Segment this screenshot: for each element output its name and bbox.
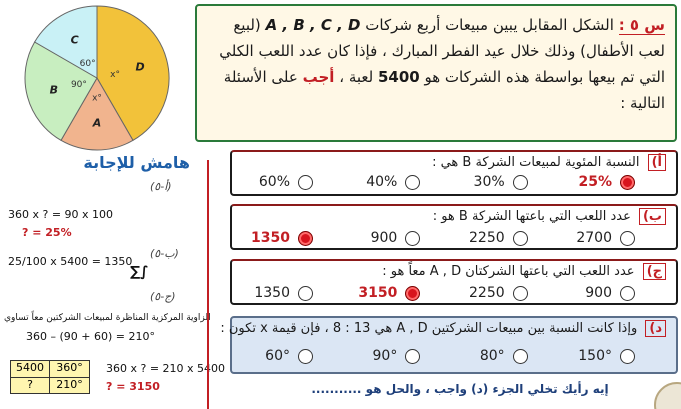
row-a-head: [432, 155, 666, 170]
answer-radio[interactable]: [513, 349, 528, 364]
pie-angle-label: 90°: [70, 79, 87, 90]
total-toys: 5400: [377, 68, 420, 86]
answer-option[interactable]: [461, 174, 551, 190]
row-d-options: [246, 348, 658, 364]
answer-radio[interactable]: [298, 175, 313, 190]
margin-label-c: (ج-٥): [150, 290, 176, 303]
question-text-d: على الأسئلة التالية :: [223, 68, 665, 112]
margin-c-line3: 360 x ? = 210 x 5400: [106, 362, 226, 375]
row-c-text: عدد اللعب التي باعتها الشركتان A , D معاً هو :: [382, 264, 635, 279]
row-b-head: [433, 209, 666, 224]
answer-option-label: 2250: [469, 285, 505, 301]
answer-word: أجب: [302, 68, 335, 86]
answer-option-label: 40%: [366, 174, 398, 190]
answer-option[interactable]: [568, 285, 658, 301]
row-d-head: [220, 321, 666, 336]
table-cell: ?: [11, 378, 50, 394]
margin-c-line2: 360 – (90 + 60) = 210°: [26, 330, 155, 343]
answer-radio[interactable]: [620, 349, 635, 364]
answer-radio[interactable]: [405, 175, 420, 190]
answer-radio[interactable]: [513, 175, 528, 190]
answer-option[interactable]: [568, 230, 658, 246]
pie-angle-label: 60°: [79, 58, 96, 69]
answer-option-label: 2700: [576, 230, 612, 246]
answer-option-label: 90°: [372, 348, 398, 364]
margin-label-b: (ب-٥): [150, 247, 179, 260]
answer-radio[interactable]: [620, 175, 635, 190]
pie-angle-label: x°: [92, 93, 102, 104]
answer-option-label: 30%: [473, 174, 505, 190]
margin-c-line4: ? = 3150: [106, 380, 160, 393]
margin-b-line1: 25/100 x 5400 = 1350: [8, 255, 133, 268]
answer-option-label: 60°: [265, 348, 290, 364]
answer-option[interactable]: [568, 348, 658, 364]
answer-option[interactable]: [461, 230, 551, 246]
ratio-table: [10, 360, 90, 394]
margin-divider: [207, 160, 209, 409]
answer-radio[interactable]: [513, 286, 528, 301]
answer-option-label: 60%: [258, 174, 290, 190]
company-names: A , B , C , D: [265, 16, 361, 34]
question-row-c: [230, 259, 678, 305]
answer-radio[interactable]: [298, 349, 313, 364]
row-a-tag: أ): [648, 154, 666, 171]
answer-option[interactable]: [353, 174, 443, 190]
answer-option[interactable]: [353, 348, 443, 364]
row-c-head: [382, 264, 666, 279]
answer-option[interactable]: [461, 348, 551, 364]
answer-option-label: 3150: [358, 285, 398, 301]
answer-option-label: 900: [585, 285, 612, 301]
answer-option[interactable]: [353, 285, 443, 301]
footer-note: إيه رأيك تخلي الجزء (د) واجب ، والحل هو ...........: [311, 382, 609, 396]
sum-sign: ∑∫: [130, 264, 149, 280]
question-number: س ٥ :: [618, 16, 665, 34]
row-c-options: [246, 285, 658, 301]
pie-angle-label: x°: [110, 70, 120, 81]
answer-option[interactable]: [246, 285, 336, 301]
margin-a-line2: ? = 25%: [22, 226, 72, 239]
question-text-a: الشكل المقابل يبين مبيعات أربع شركات: [365, 16, 614, 34]
answer-radio[interactable]: [405, 286, 420, 301]
pie-slice-label: D: [135, 60, 145, 74]
row-a-options: [246, 174, 658, 190]
margin-label-a: (أ-٥): [150, 180, 172, 193]
answer-radio[interactable]: [298, 231, 313, 246]
answer-option-label: 1350: [254, 285, 290, 301]
answer-option-label: 900: [370, 230, 398, 246]
answer-option[interactable]: [246, 348, 336, 364]
answer-option-label: 80°: [479, 348, 505, 364]
row-b-tag: ب): [639, 208, 666, 225]
answer-option-label: 25%: [578, 174, 612, 190]
answer-radio[interactable]: [513, 231, 528, 246]
table-cell: 210°: [56, 377, 83, 391]
table-cell: 5400: [11, 361, 50, 378]
question-row-d: [220, 316, 678, 374]
margin-c-line1: الزاوية المركزية المناظرة لمبيعات الشركتين معاً تساوي: [4, 313, 211, 323]
question-row-b: [230, 204, 678, 250]
row-d-text: وإذا كانت النسبة بين مبيعات الشركتين A , D هي 13 : 8 ، فإن قيمة x تكون :: [220, 321, 638, 336]
answer-radio[interactable]: [405, 349, 420, 364]
table-cell: 360°: [50, 361, 89, 378]
answer-option[interactable]: [461, 285, 551, 301]
question-text-b: (لبيع لعب الأطفال) وذلك خلال عيد الفطر المبارك ، فإذا كان عدد اللعب الكلي التي تم بيعها بواسطة هذه الشركات هو: [219, 16, 665, 86]
answer-radio[interactable]: [298, 286, 313, 301]
pie-chart: [12, 2, 182, 154]
answer-radio[interactable]: [405, 231, 420, 246]
margin-title: هامش للإجابة: [83, 153, 190, 172]
answer-radio[interactable]: [620, 286, 635, 301]
row-a-text: النسبة المئوية لمبيعات الشركة B هي :: [432, 155, 640, 170]
question-text-c: لعبة ،: [339, 68, 374, 86]
row-b-text: عدد اللعب التي باعتها الشركة B هو :: [432, 209, 631, 224]
row-b-options: [246, 230, 658, 246]
question-box: [195, 4, 677, 142]
answer-option[interactable]: [246, 230, 336, 246]
answer-option-label: 1350: [251, 230, 290, 246]
row-d-tag: د): [645, 320, 666, 337]
answer-option[interactable]: [246, 174, 336, 190]
row-c-tag: ج): [643, 263, 666, 280]
answer-option-label: 2250: [469, 230, 505, 246]
pie-slice-label: B: [49, 83, 59, 97]
answer-option-label: 150°: [578, 348, 612, 364]
answer-radio[interactable]: [620, 231, 635, 246]
question-row-a: [230, 150, 678, 196]
answer-option[interactable]: [568, 174, 658, 190]
pie-svg: [12, 2, 182, 154]
pie-slice-label: A: [92, 116, 102, 130]
answer-option[interactable]: [353, 230, 443, 246]
corner-logo: [647, 375, 681, 409]
pie-slice-label: C: [70, 33, 79, 47]
margin-a-line1: 360 x ? = 90 x 100: [8, 208, 114, 221]
